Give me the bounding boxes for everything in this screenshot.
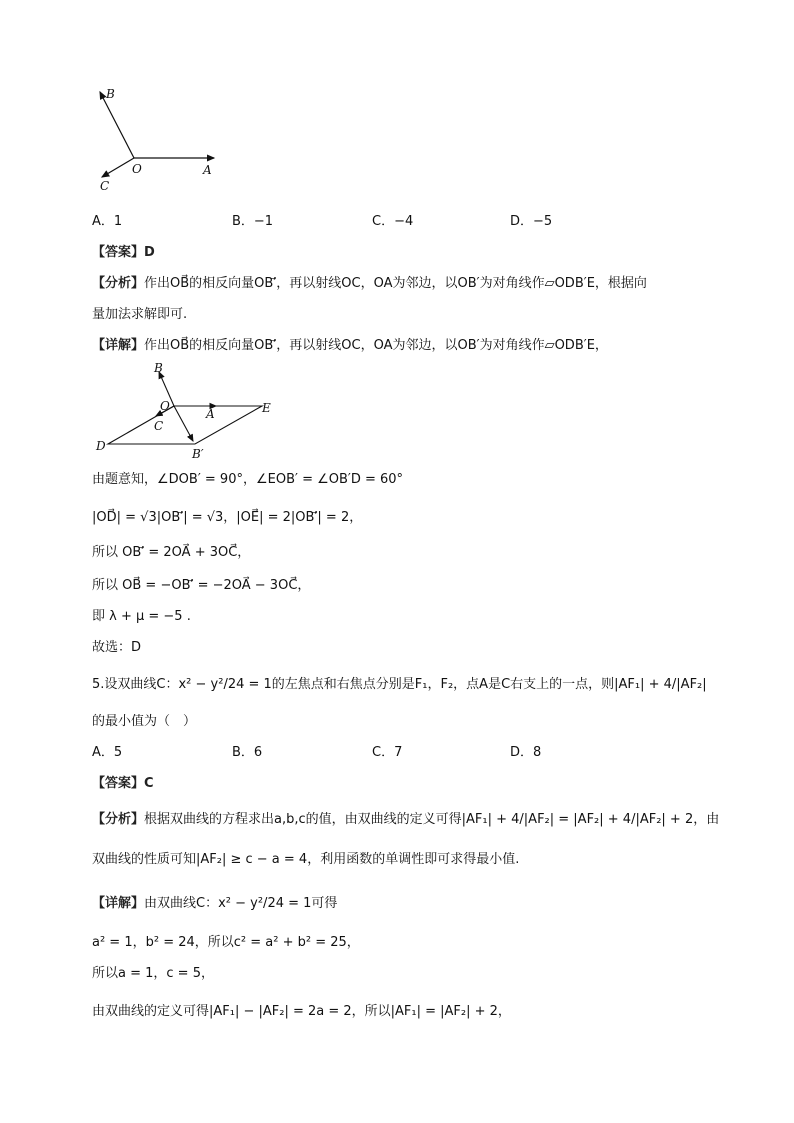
q5-answer: 【答案】C bbox=[92, 776, 154, 791]
analysis-text: 作出OB⃗的相反向量OB′⃗，再以射线OC，OA为邻边，以OB′为对角线作▱ODB′E，根据向 bbox=[144, 276, 647, 291]
vector-figure-1 bbox=[88, 80, 228, 195]
q4-so-line-1: 所以 OB′⃗ = 2OA⃗ + 3OC⃗， bbox=[92, 545, 251, 560]
q5-detail-text: 由双曲线C：x² − y²/24 = 1可得 bbox=[144, 896, 338, 911]
q4-option-b: B．−1 bbox=[232, 214, 274, 229]
q5-option-c: C．7 bbox=[372, 745, 403, 760]
q5-stem-line-2: 的最小值为（ ） bbox=[92, 714, 197, 729]
label-o: O bbox=[132, 162, 142, 176]
q4-analysis-line-1 bbox=[92, 272, 647, 291]
q4-option-c: C．−4 bbox=[372, 214, 414, 229]
label-d: D bbox=[96, 439, 106, 453]
q4-answer: 【答案】D bbox=[92, 245, 155, 260]
vector-oc bbox=[102, 158, 134, 177]
q5-ab-line: a² = 1，b² = 24，所以c² = a² + b² = 25， bbox=[92, 935, 360, 950]
label-a-2: A bbox=[206, 407, 215, 421]
q5-detail-tag: 【详解】 bbox=[92, 896, 145, 911]
q4-angle-line: 由题意知，∠DOB′ = 90°，∠EOB′ = ∠OB′D = 60° bbox=[92, 472, 404, 487]
q5-analysis-line-1 bbox=[92, 808, 719, 827]
q5-analysis-text: 根据双曲线的方程求出a,b,c的值，由双曲线的定义可得|AF₁| + 4/|AF₂| = |AF₂| + 4/|AF₂| + 2，由 bbox=[144, 812, 720, 827]
q5-ac-line: 所以a = 1，c = 5， bbox=[92, 966, 214, 981]
q4-so-line-2: 所以 OB⃗ = −OB′⃗ = −2OA⃗ − 3OC⃗， bbox=[92, 578, 311, 593]
label-c-2: C bbox=[154, 419, 164, 433]
label-e: E bbox=[262, 401, 271, 415]
label-b-2: B bbox=[154, 361, 163, 375]
q4-sum-line: 即 λ + μ = −5 . bbox=[92, 609, 191, 624]
q5-option-a: A．5 bbox=[92, 745, 123, 760]
label-c: C bbox=[100, 179, 110, 193]
vector-ob-prime bbox=[174, 406, 193, 441]
analysis-tag: 【分析】 bbox=[92, 276, 145, 291]
q4-analysis-line-2: 量加法求解即可. bbox=[92, 307, 188, 322]
parallelogram-figure bbox=[92, 360, 292, 460]
q4-option-d: D．−5 bbox=[510, 214, 553, 229]
q4-choice: 故选：D bbox=[92, 640, 142, 655]
q5-option-d: D．8 bbox=[510, 745, 542, 760]
detail-tag: 【详解】 bbox=[92, 338, 145, 353]
q4-option-a: A．1 bbox=[92, 214, 123, 229]
label-b: B bbox=[106, 87, 115, 101]
q5-detail-line-1 bbox=[92, 892, 337, 911]
q5-option-b: B．6 bbox=[232, 745, 263, 760]
label-a: A bbox=[203, 163, 212, 177]
label-b-prime: B′ bbox=[192, 447, 204, 460]
q5-analysis-tag: 【分析】 bbox=[92, 812, 145, 827]
parallelogram-odbe bbox=[108, 406, 262, 444]
label-o-2: O bbox=[160, 399, 170, 413]
vector-ob bbox=[100, 92, 134, 158]
q4-detail-line-1 bbox=[92, 334, 608, 353]
detail-text: 作出OB⃗的相反向量OB′⃗，再以射线OC，OA为邻边，以OB′为对角线作▱ODB′E， bbox=[144, 338, 608, 353]
q5-analysis-line-2: 双曲线的性质可知|AF₂| ≥ c − a = 4，利用函数的单调性即可求得最小值. bbox=[92, 852, 520, 867]
q4-magnitude-line: |OD⃗| = √3|OB′⃗| = √3，|OE⃗| = 2|OB′⃗| = 2， bbox=[92, 510, 363, 525]
q5-stem-line-1: 5.设双曲线C：x² − y²/24 = 1的左焦点和右焦点分别是F₁，F₂，点A是C右支上的一点，则|AF₁| + 4/|AF₂| bbox=[92, 677, 707, 692]
q5-definition-line: 由双曲线的定义可得|AF₁| − |AF₂| = 2a = 2，所以|AF₁| = |AF₂| + 2， bbox=[92, 1004, 511, 1019]
